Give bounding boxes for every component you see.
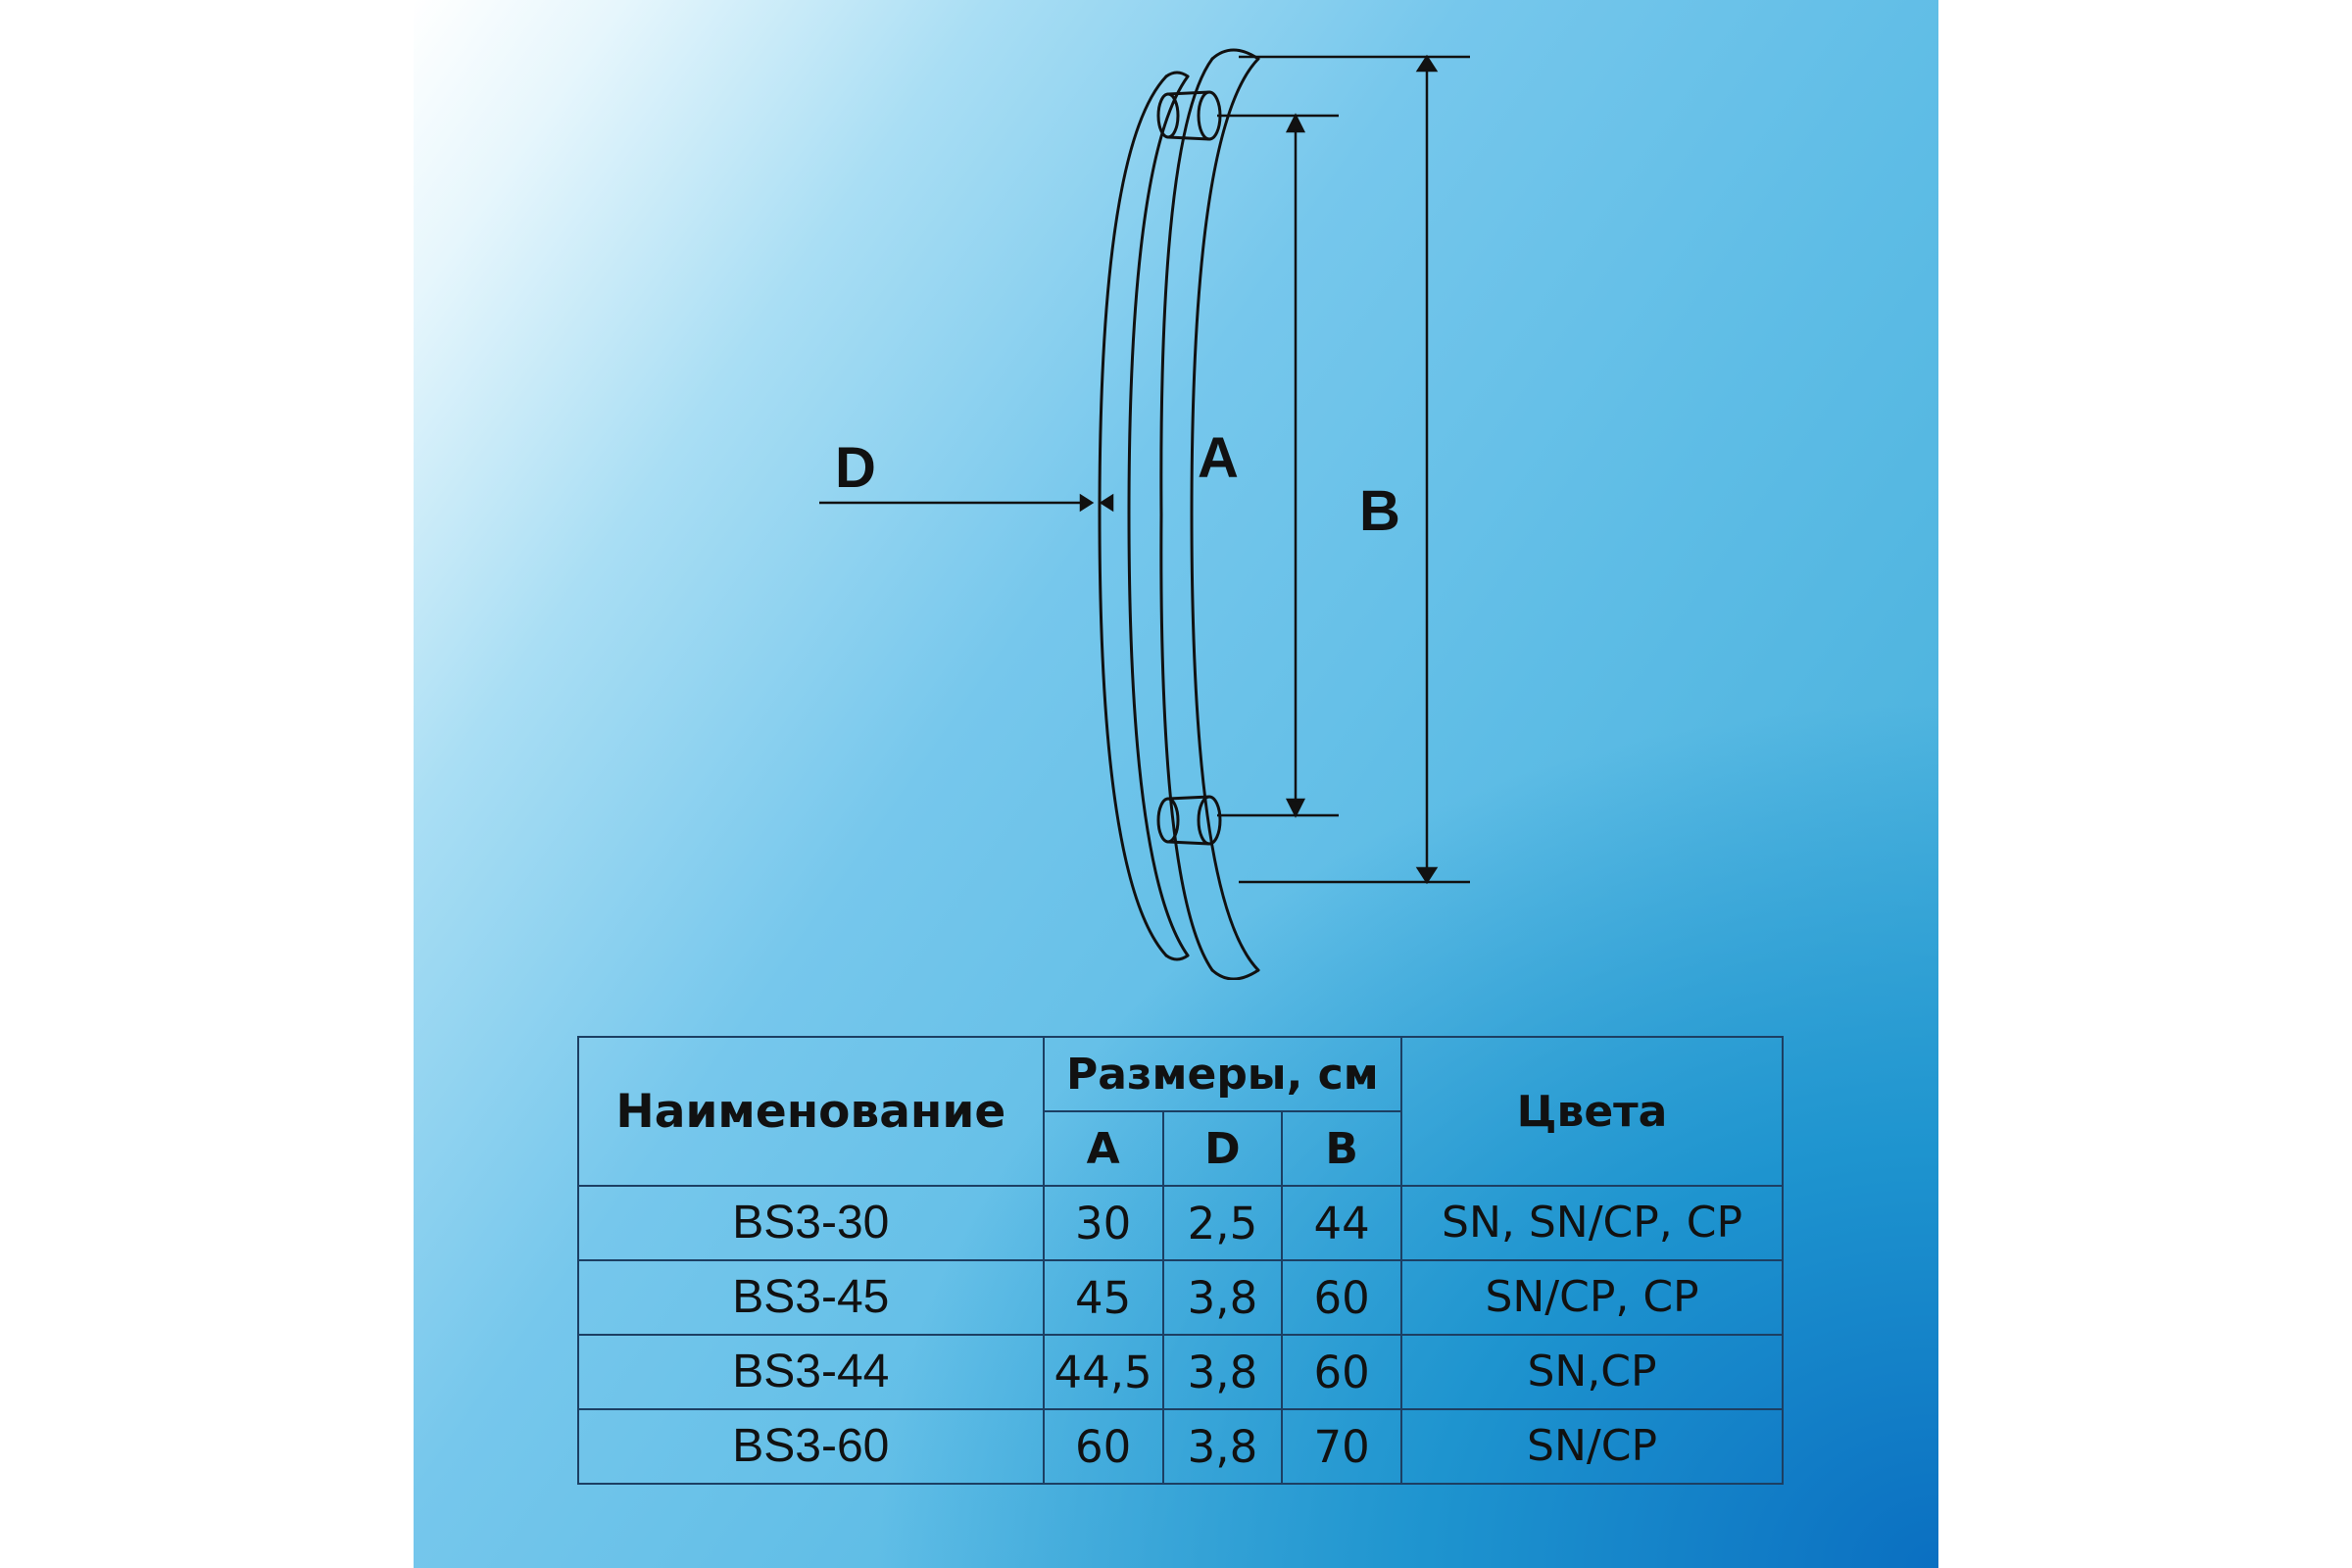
dimension-a-arrow-top <box>1288 116 1303 131</box>
header-d: D <box>1163 1111 1283 1186</box>
cell-b: 44 <box>1282 1186 1401 1260</box>
table-row <box>578 1409 1783 1484</box>
cell-a: 45 <box>1044 1260 1163 1335</box>
header-b: B <box>1282 1111 1401 1186</box>
dimension-a-arrow-bottom <box>1288 800 1303 815</box>
cell-d: 3,8 <box>1163 1409 1283 1484</box>
table-row <box>578 1186 1783 1260</box>
cell-name: BS3-44 <box>578 1335 1044 1409</box>
dimension-d-arrow-left <box>1081 496 1092 510</box>
header-a: A <box>1044 1111 1163 1186</box>
table-row <box>578 1260 1783 1335</box>
cell-b: 70 <box>1282 1409 1401 1484</box>
diagram-canvas <box>414 0 1938 1568</box>
handle-plate-top-cap <box>1166 73 1188 76</box>
dimension-d-label: D <box>835 436 876 500</box>
cell-d: 3,8 <box>1163 1260 1283 1335</box>
spec-table <box>577 1036 1784 1485</box>
dimension-b-arrow-bottom <box>1418 868 1436 882</box>
handle-bar-outer-edge <box>1161 59 1212 970</box>
cell-d: 2,5 <box>1163 1186 1283 1260</box>
dimension-a-label: A <box>1198 426 1239 490</box>
dimension-b-label: B <box>1359 479 1400 543</box>
handle-bar-bottom-cap <box>1212 970 1258 979</box>
cell-colors: SN,CP <box>1401 1335 1783 1409</box>
cell-colors: SN/CP <box>1401 1409 1783 1484</box>
table-header-row <box>578 1037 1783 1111</box>
cell-b: 60 <box>1282 1335 1401 1409</box>
cell-a: 30 <box>1044 1186 1163 1260</box>
cell-name: BS3-45 <box>578 1260 1044 1335</box>
cell-d: 3,8 <box>1163 1335 1283 1409</box>
header-sizes: Размеры, см <box>1044 1037 1401 1111</box>
handle-drawing <box>414 0 1938 980</box>
cell-a: 44,5 <box>1044 1335 1163 1409</box>
cell-colors: SN, SN/CP, CP <box>1401 1186 1783 1260</box>
header-colors: Цвета <box>1401 1037 1783 1186</box>
cell-name: BS3-30 <box>578 1186 1044 1260</box>
table-row <box>578 1335 1783 1409</box>
handle-plate-outer-edge <box>1100 76 1166 956</box>
header-name: Наименование <box>578 1037 1044 1186</box>
cell-a: 60 <box>1044 1409 1163 1484</box>
dimension-b-arrow-top <box>1418 57 1436 71</box>
cell-name: BS3-60 <box>578 1409 1044 1484</box>
handle-plate-bottom-cap <box>1166 956 1188 959</box>
dimension-d-arrow-right <box>1102 496 1112 510</box>
cell-colors: SN/CP, CP <box>1401 1260 1783 1335</box>
cell-b: 60 <box>1282 1260 1401 1335</box>
